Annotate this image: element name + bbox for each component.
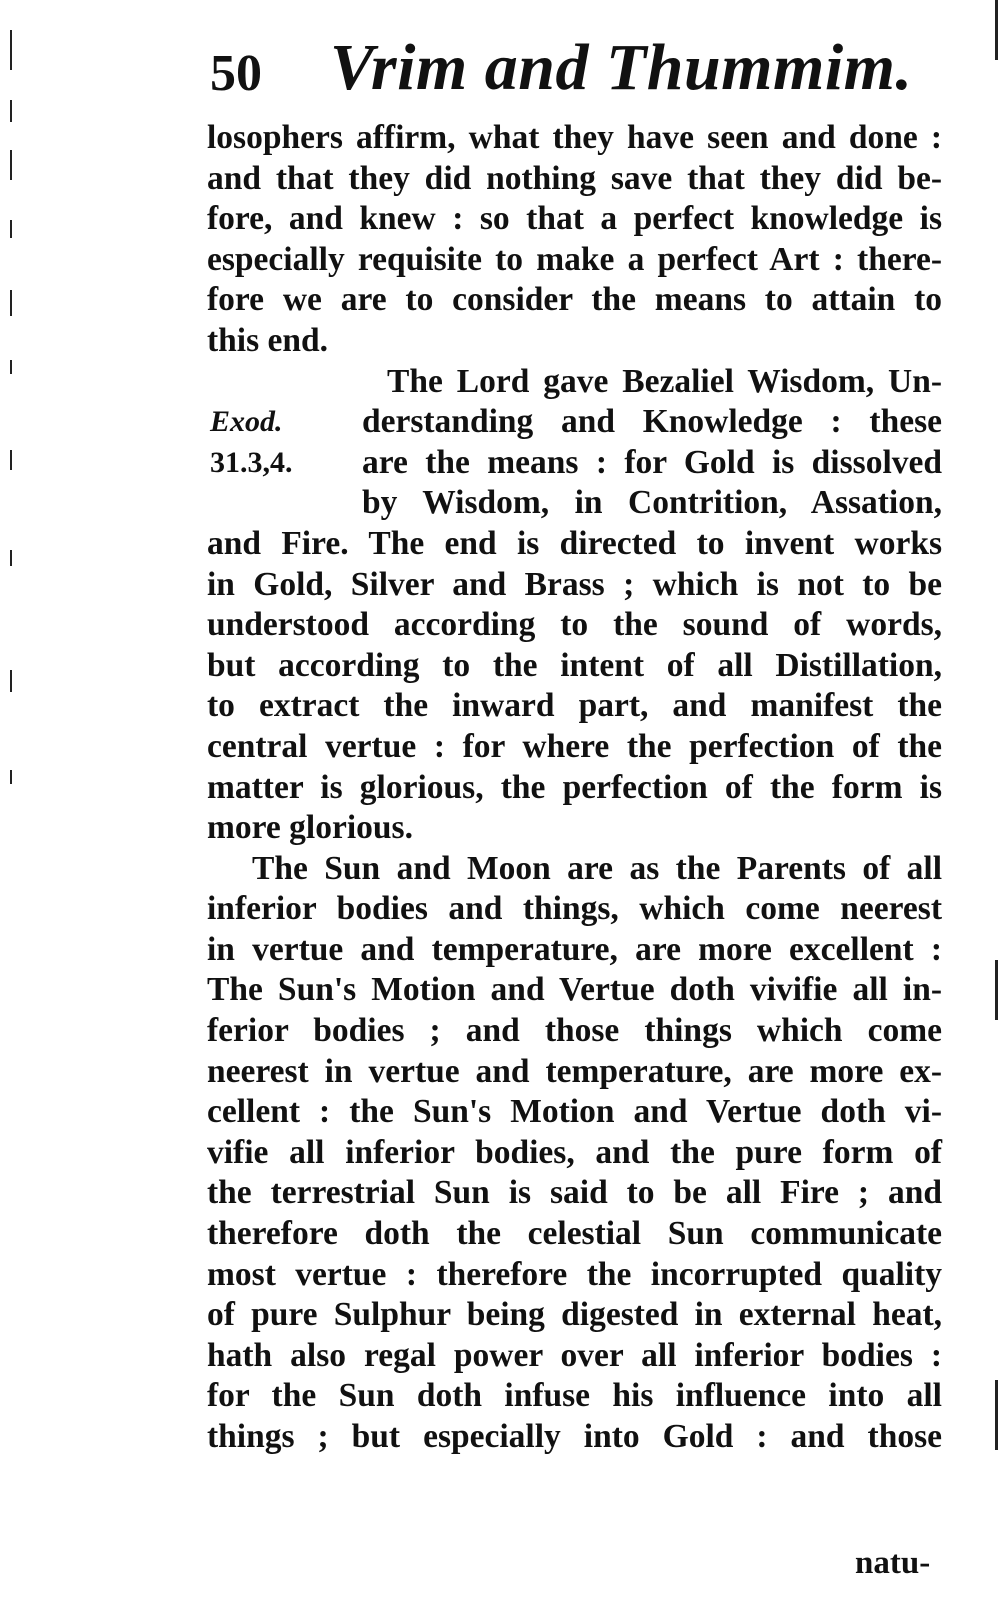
text-line: losophers affirm, what they have seen and done :	[207, 119, 942, 156]
text-line: this end.	[207, 321, 329, 359]
page-number: 50	[210, 45, 262, 102]
text-line: understood according to the sound of words,	[207, 606, 942, 644]
text-line: and Fire. The end is directed to invent works	[207, 524, 942, 562]
text-line: in vertue and temperature, are more excellent :	[207, 930, 942, 968]
text-line: fore, and knew : so that a perfect knowledge is	[207, 200, 942, 238]
text-line: inferior bodies and things, which come neerest	[207, 890, 942, 928]
text-line: and that they did nothing save that they did be-	[207, 159, 942, 197]
catchword: natu-	[855, 1545, 931, 1581]
text-line: derstanding and Knowledge : these	[362, 403, 942, 441]
text-line: by Wisdom, in Contrition, Assation,	[362, 484, 942, 522]
text-line: vifie all inferior bodies, and the pure form of	[207, 1133, 942, 1171]
text-line: in Gold, Silver and Brass ; which is not to be	[207, 565, 942, 603]
page-edge	[994, 0, 998, 1600]
margin-note-verse: 31.3,4.	[210, 445, 293, 479]
text-line: but according to the intent of all Distillation,	[207, 646, 942, 684]
page-header	[210, 30, 970, 110]
text-line: most vertue : therefore the incorrupted quality	[207, 1255, 942, 1293]
text-line: ferior bodies ; and those things which come	[207, 1012, 942, 1050]
text-line: central vertue : for where the perfection of the	[207, 727, 942, 765]
running-title: Vrim and Thummim.	[330, 31, 913, 104]
text-line: more glorious.	[207, 809, 413, 847]
text-line: The Sun's Motion and Vertue doth vivifie all in-	[207, 971, 942, 1009]
text-line: to extract the inward part, and manifest the	[207, 687, 942, 725]
text-line: neerest in vertue and temperature, are more ex-	[207, 1052, 942, 1090]
text-line: especially requisite to make a perfect Art : there-	[207, 240, 942, 278]
text-line: for the Sun doth infuse his influence into all	[207, 1377, 942, 1415]
text-line: therefore doth the celestial Sun communicate	[207, 1215, 942, 1253]
text-line: of pure Sulphur being digested in external heat,	[207, 1296, 942, 1334]
text-line: the terrestrial Sun is said to be all Fire ; and	[207, 1174, 942, 1212]
text-line: cellent : the Sun's Motion and Vertue doth vi-	[207, 1093, 942, 1131]
text-line: are the means : for Gold is dissolved	[362, 443, 942, 481]
text-line: matter is glorious, the perfection of the form is	[207, 768, 942, 806]
text-line: things ; but especially into Gold : and those	[207, 1418, 942, 1455]
text-line: fore we are to consider the means to attain to	[207, 281, 942, 319]
text-line: The Sun and Moon are as the Parents of all	[252, 849, 942, 887]
margin-note-book: Exod.	[210, 405, 283, 438]
text-line: The Lord gave Bezaliel Wisdom, Un-	[387, 362, 942, 400]
text-line: hath also regal power over all inferior bodies :	[207, 1336, 942, 1374]
binding-edge	[6, 30, 20, 810]
body-text	[207, 118, 942, 1458]
